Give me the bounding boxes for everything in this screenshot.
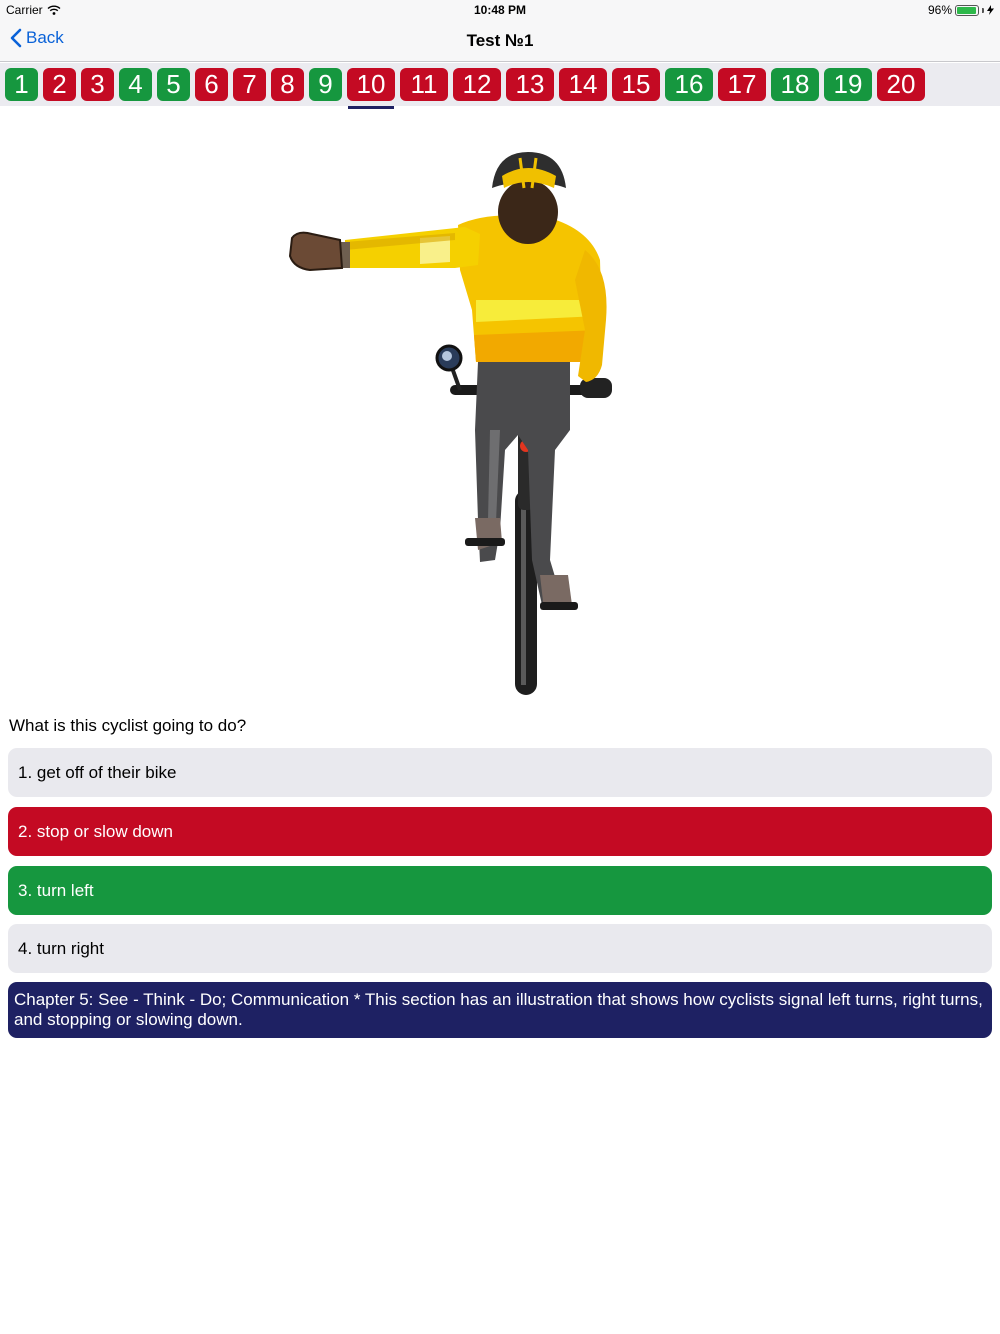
question-number-12[interactable] <box>453 68 501 101</box>
question-number-strip <box>0 63 1000 106</box>
current-question-indicator <box>348 106 394 109</box>
question-number-label: 7 <box>242 69 257 99</box>
question-number-16[interactable] <box>665 68 713 101</box>
question-number-label: 1 <box>14 69 29 99</box>
question-number-13[interactable] <box>506 68 554 101</box>
question-number-label: 14 <box>568 69 598 99</box>
question-number-label: 18 <box>780 69 810 99</box>
answer-label: 2. stop or slow down <box>18 821 173 841</box>
question-number-label: 6 <box>204 69 219 99</box>
answer-label: 4. turn right <box>18 938 104 958</box>
question-number-label: 12 <box>462 69 492 99</box>
question-number-label: 17 <box>727 69 757 99</box>
battery-indicator <box>928 3 994 17</box>
question-number-9[interactable] <box>309 68 342 101</box>
question-number-20[interactable] <box>877 68 925 101</box>
question-number-8[interactable] <box>271 68 304 101</box>
question-number-label: 15 <box>621 69 651 99</box>
answer-label: 3. turn left <box>18 880 94 900</box>
question-number-label: 9 <box>318 69 333 99</box>
question-number-label: 4 <box>128 69 143 99</box>
question-number-6[interactable] <box>195 68 228 101</box>
question-number-17[interactable] <box>718 68 766 101</box>
question-number-14[interactable] <box>559 68 607 101</box>
question-number-label: 5 <box>166 69 181 99</box>
question-number-5[interactable] <box>157 68 190 101</box>
question-number-label: 16 <box>674 69 704 99</box>
question-number-4[interactable] <box>119 68 152 101</box>
question-number-15[interactable] <box>612 68 660 101</box>
question-number-7[interactable] <box>233 68 266 101</box>
answer-label: 1. get off of their bike <box>18 762 177 782</box>
carrier-label: Carrier <box>6 3 43 17</box>
answer-option-3[interactable] <box>8 866 992 915</box>
answer-option-4[interactable] <box>8 924 992 973</box>
question-number-19[interactable] <box>824 68 872 101</box>
charging-bolt-icon <box>987 5 994 15</box>
question-number-18[interactable] <box>771 68 819 101</box>
explanation-panel: Chapter 5: See - Think - Do; Communication * This section has an illustration that shows how cyclists signal left turns, right turns, and stopping or slowing down. <box>8 982 992 1038</box>
question-text: What is this cyclist going to do? <box>9 716 247 735</box>
answer-option-2[interactable] <box>8 807 992 856</box>
question-number-label: 20 <box>886 69 916 99</box>
question-number-2[interactable] <box>43 68 76 101</box>
question-number-label: 8 <box>280 69 295 99</box>
navigation-bar <box>0 20 1000 62</box>
question-number-label: 10 <box>356 69 386 99</box>
status-time: 10:48 PM <box>473 3 527 17</box>
battery-icon <box>955 5 979 16</box>
page-title: Test №1 <box>466 31 534 50</box>
question-number-1[interactable] <box>5 68 38 101</box>
question-number-label: 11 <box>410 69 438 99</box>
status-bar <box>0 0 1000 20</box>
question-number-label: 19 <box>833 69 863 99</box>
question-number-label: 13 <box>515 69 545 99</box>
answer-option-1[interactable] <box>8 748 992 797</box>
back-label: Back <box>26 28 64 47</box>
question-number-11[interactable] <box>400 68 448 101</box>
question-number-3[interactable] <box>81 68 114 101</box>
question-number-10[interactable] <box>347 68 395 101</box>
question-number-label: 2 <box>52 69 67 99</box>
question-number-label: 3 <box>90 69 105 99</box>
battery-percent: 96% <box>927 3 952 17</box>
cyclist-illustration <box>250 130 650 705</box>
